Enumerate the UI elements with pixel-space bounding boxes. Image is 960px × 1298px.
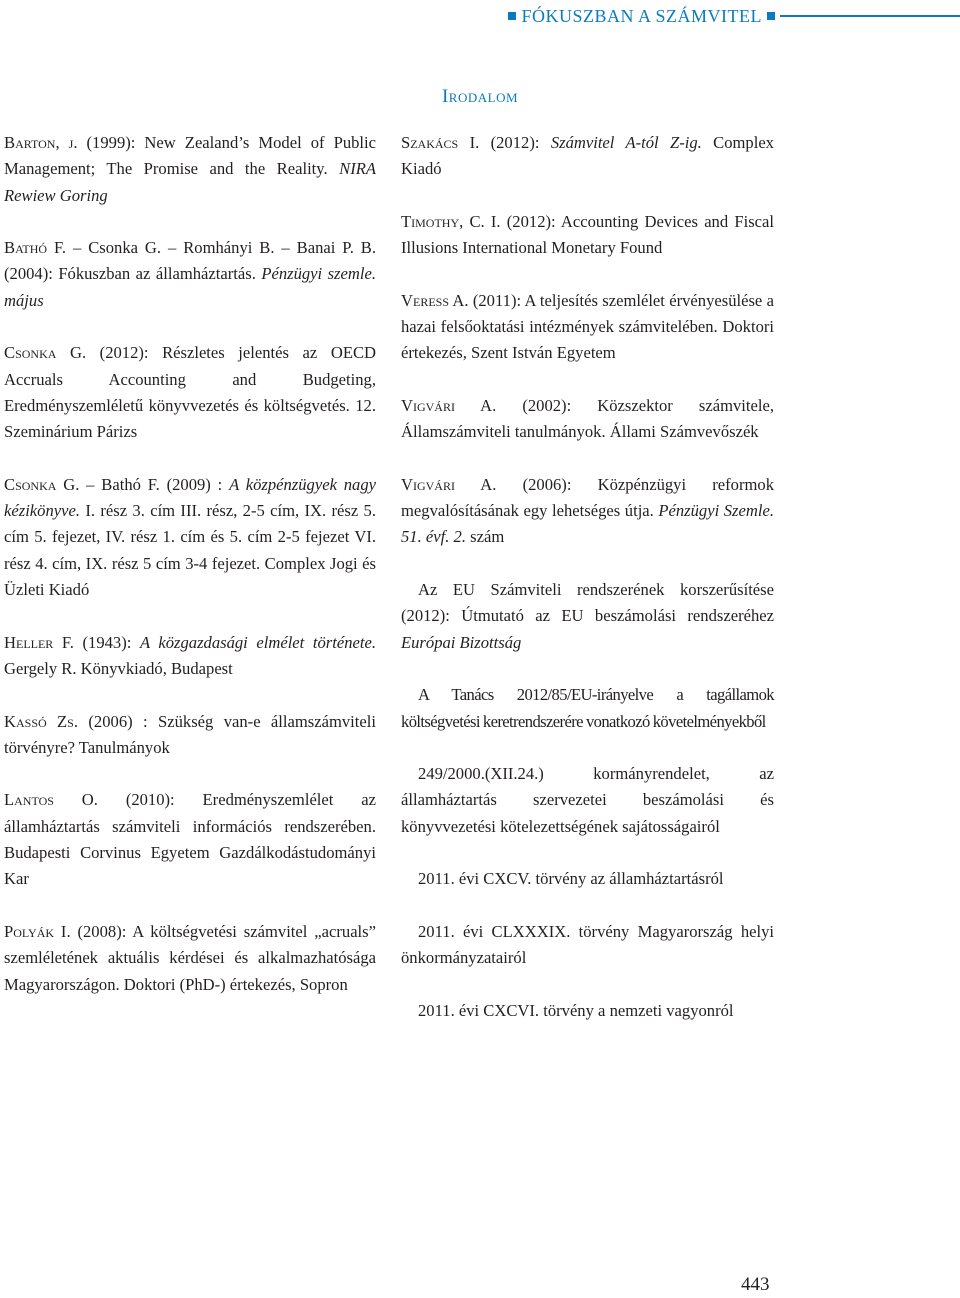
reference-text: – Bathó F. (2009) :: [79, 474, 230, 494]
reference-item: [401, 919, 774, 972]
reference-text: 2011. évi CXCVI. törvény a nemzeti vagyonról: [418, 1000, 734, 1020]
reference-item: [401, 761, 774, 840]
reference-item: [401, 998, 774, 1024]
reference-text: 2011. évi CXCV. törvény az államháztartásról: [418, 869, 724, 889]
reference-text: (2006): Közpénzügyi reformok megvalósításának egy lehetséges útja.: [401, 474, 775, 521]
reference-text: (2012): Részletes jelentés az OECD Accruals Accounting and Budgeting, Eredményszemléletű könyvvezetés és költségvetés. 12. Szeminárium Párizs: [4, 343, 377, 442]
reference-author: Vigvári A.: [401, 474, 497, 494]
reference-item: [401, 130, 774, 183]
reference-author: Bathó F.: [4, 238, 67, 258]
reference-text: Az EU Számviteli rendszerének korszerűsítése (2012): Útmutató az EU beszámolási rendszeréhez: [401, 580, 774, 626]
reference-italic: A közpénzügyek nagy kézikönyve.: [4, 474, 376, 521]
reference-author: Polyák I.: [4, 921, 71, 941]
square-bullet-icon: [767, 12, 775, 20]
references-right-column: [401, 130, 774, 1050]
reference-italic: A közgazdasági elmélet története.: [139, 632, 376, 652]
reference-italic: NIRA Rewiew Goring: [4, 159, 376, 205]
reference-item: [4, 235, 376, 314]
reference-author: Timothy, C. I.: [401, 211, 501, 231]
running-header-title: FÓKUSZBAN A SZÁMVITEL: [521, 5, 762, 26]
section-title: Irodalom: [441, 86, 519, 107]
reference-author: Csonka G.: [4, 474, 80, 494]
reference-text: (2010): Eredményszemlélet az államháztartás számviteli információs rendszerében. Budapesti Corvinus Egyetem Gazdálkodástudományi Kar: [4, 790, 376, 889]
reference-item: [4, 787, 376, 892]
reference-author: Vigvári A.: [401, 395, 497, 415]
reference-italic: Pénzügyi szemle. május: [4, 264, 376, 310]
reference-item: [401, 577, 774, 656]
reference-author: Lantos O.: [4, 790, 98, 810]
reference-tail: I. rész 3. cím III. rész, 2-5 cím, IX. rész 5. cím 5. fejezet, IV. rész 1. cím és 5. cím 2-5 fejezet VI. rész 4. cím, IX. rész 5 cím 3-4 fejezet. Complex Jogi és Üzleti Kiadó: [4, 501, 376, 600]
reference-item: [401, 288, 774, 367]
reference-author: Veress A.: [401, 290, 469, 310]
reference-text: (1943):: [73, 632, 140, 652]
reference-item: [4, 630, 376, 683]
reference-tail: szám: [465, 527, 505, 547]
reference-author: Kassó Zs.: [4, 711, 79, 731]
header-rule: [780, 15, 960, 17]
reference-text: (1999): New Zealand’s Model of Public Management; The Promise and the Reality.: [4, 133, 376, 179]
reference-italic: Számvitel A-tól Z-ig.: [550, 133, 702, 152]
reference-text: 2011. évi CLXXXIX. törvény Magyarország helyi önkormányzatairól: [401, 921, 774, 968]
reference-item: [401, 682, 774, 735]
reference-item: [4, 472, 376, 603]
reference-tail: Gergely R. Könyvkiadó, Budapest: [4, 658, 233, 678]
reference-author: Szakács I.: [401, 133, 480, 152]
page-number: 443: [741, 1274, 770, 1295]
running-header: [503, 4, 960, 28]
reference-item: [4, 130, 376, 209]
reference-item: [401, 393, 774, 446]
reference-text: (2011): A teljesítés szemlélet érvényesülése a hazai felsőoktatási intézmények számvitelében. Doktori értekezés, Szent István Egyetem: [401, 290, 774, 363]
reference-item: [4, 709, 376, 762]
reference-author: Barton, j.: [4, 133, 78, 152]
reference-text: (2012): Accounting Devices and Fiscal Illusions International Monetary Found: [401, 211, 774, 258]
square-bullet-icon: [508, 12, 516, 20]
reference-item: [401, 472, 774, 551]
reference-italic: Európai Bizottság: [401, 632, 522, 652]
reference-text: (2002): Közszektor számvitele, Államszámviteli tanulmányok. Állami Számvevőszék: [401, 395, 774, 442]
references-left-column: [4, 130, 376, 1024]
reference-text: – Csonka G. – Romhányi B. – Banai P. B. (2004): Fókuszban az államháztartás.: [4, 238, 376, 284]
reference-text: (2012):: [479, 133, 551, 152]
reference-text: A Tanács 2012/85/EU-irányelve a tagállamok költségvetési keretrendszerére vonatkozó követelményekből: [401, 685, 774, 731]
reference-tail: Complex Kiadó: [401, 133, 774, 179]
reference-item: [4, 340, 376, 445]
reference-text: (2006) : Szükség van-e államszámviteli törvényre? Tanulmányok: [4, 711, 376, 757]
reference-author: Heller F.: [4, 632, 74, 652]
reference-text: (2008): A költségvetési számvitel „acruals” szemléletének aktuális kérdései és alkalmazhatósága Magyarországon. Doktori (PhD-) értekezés, Sopron: [4, 921, 376, 994]
reference-author: Csonka G.: [4, 343, 87, 363]
reference-item: [401, 209, 774, 262]
reference-item: [4, 919, 376, 998]
reference-italic: Pénzügyi Szemle. 51. évf. 2.: [401, 501, 774, 547]
reference-text: 249/2000.(XII.24.) kormányrendelet, az államháztartás szervezetei beszámolási és könyvvezetési kötelezettségének sajátosságairól: [401, 764, 774, 836]
reference-item: [401, 866, 774, 892]
